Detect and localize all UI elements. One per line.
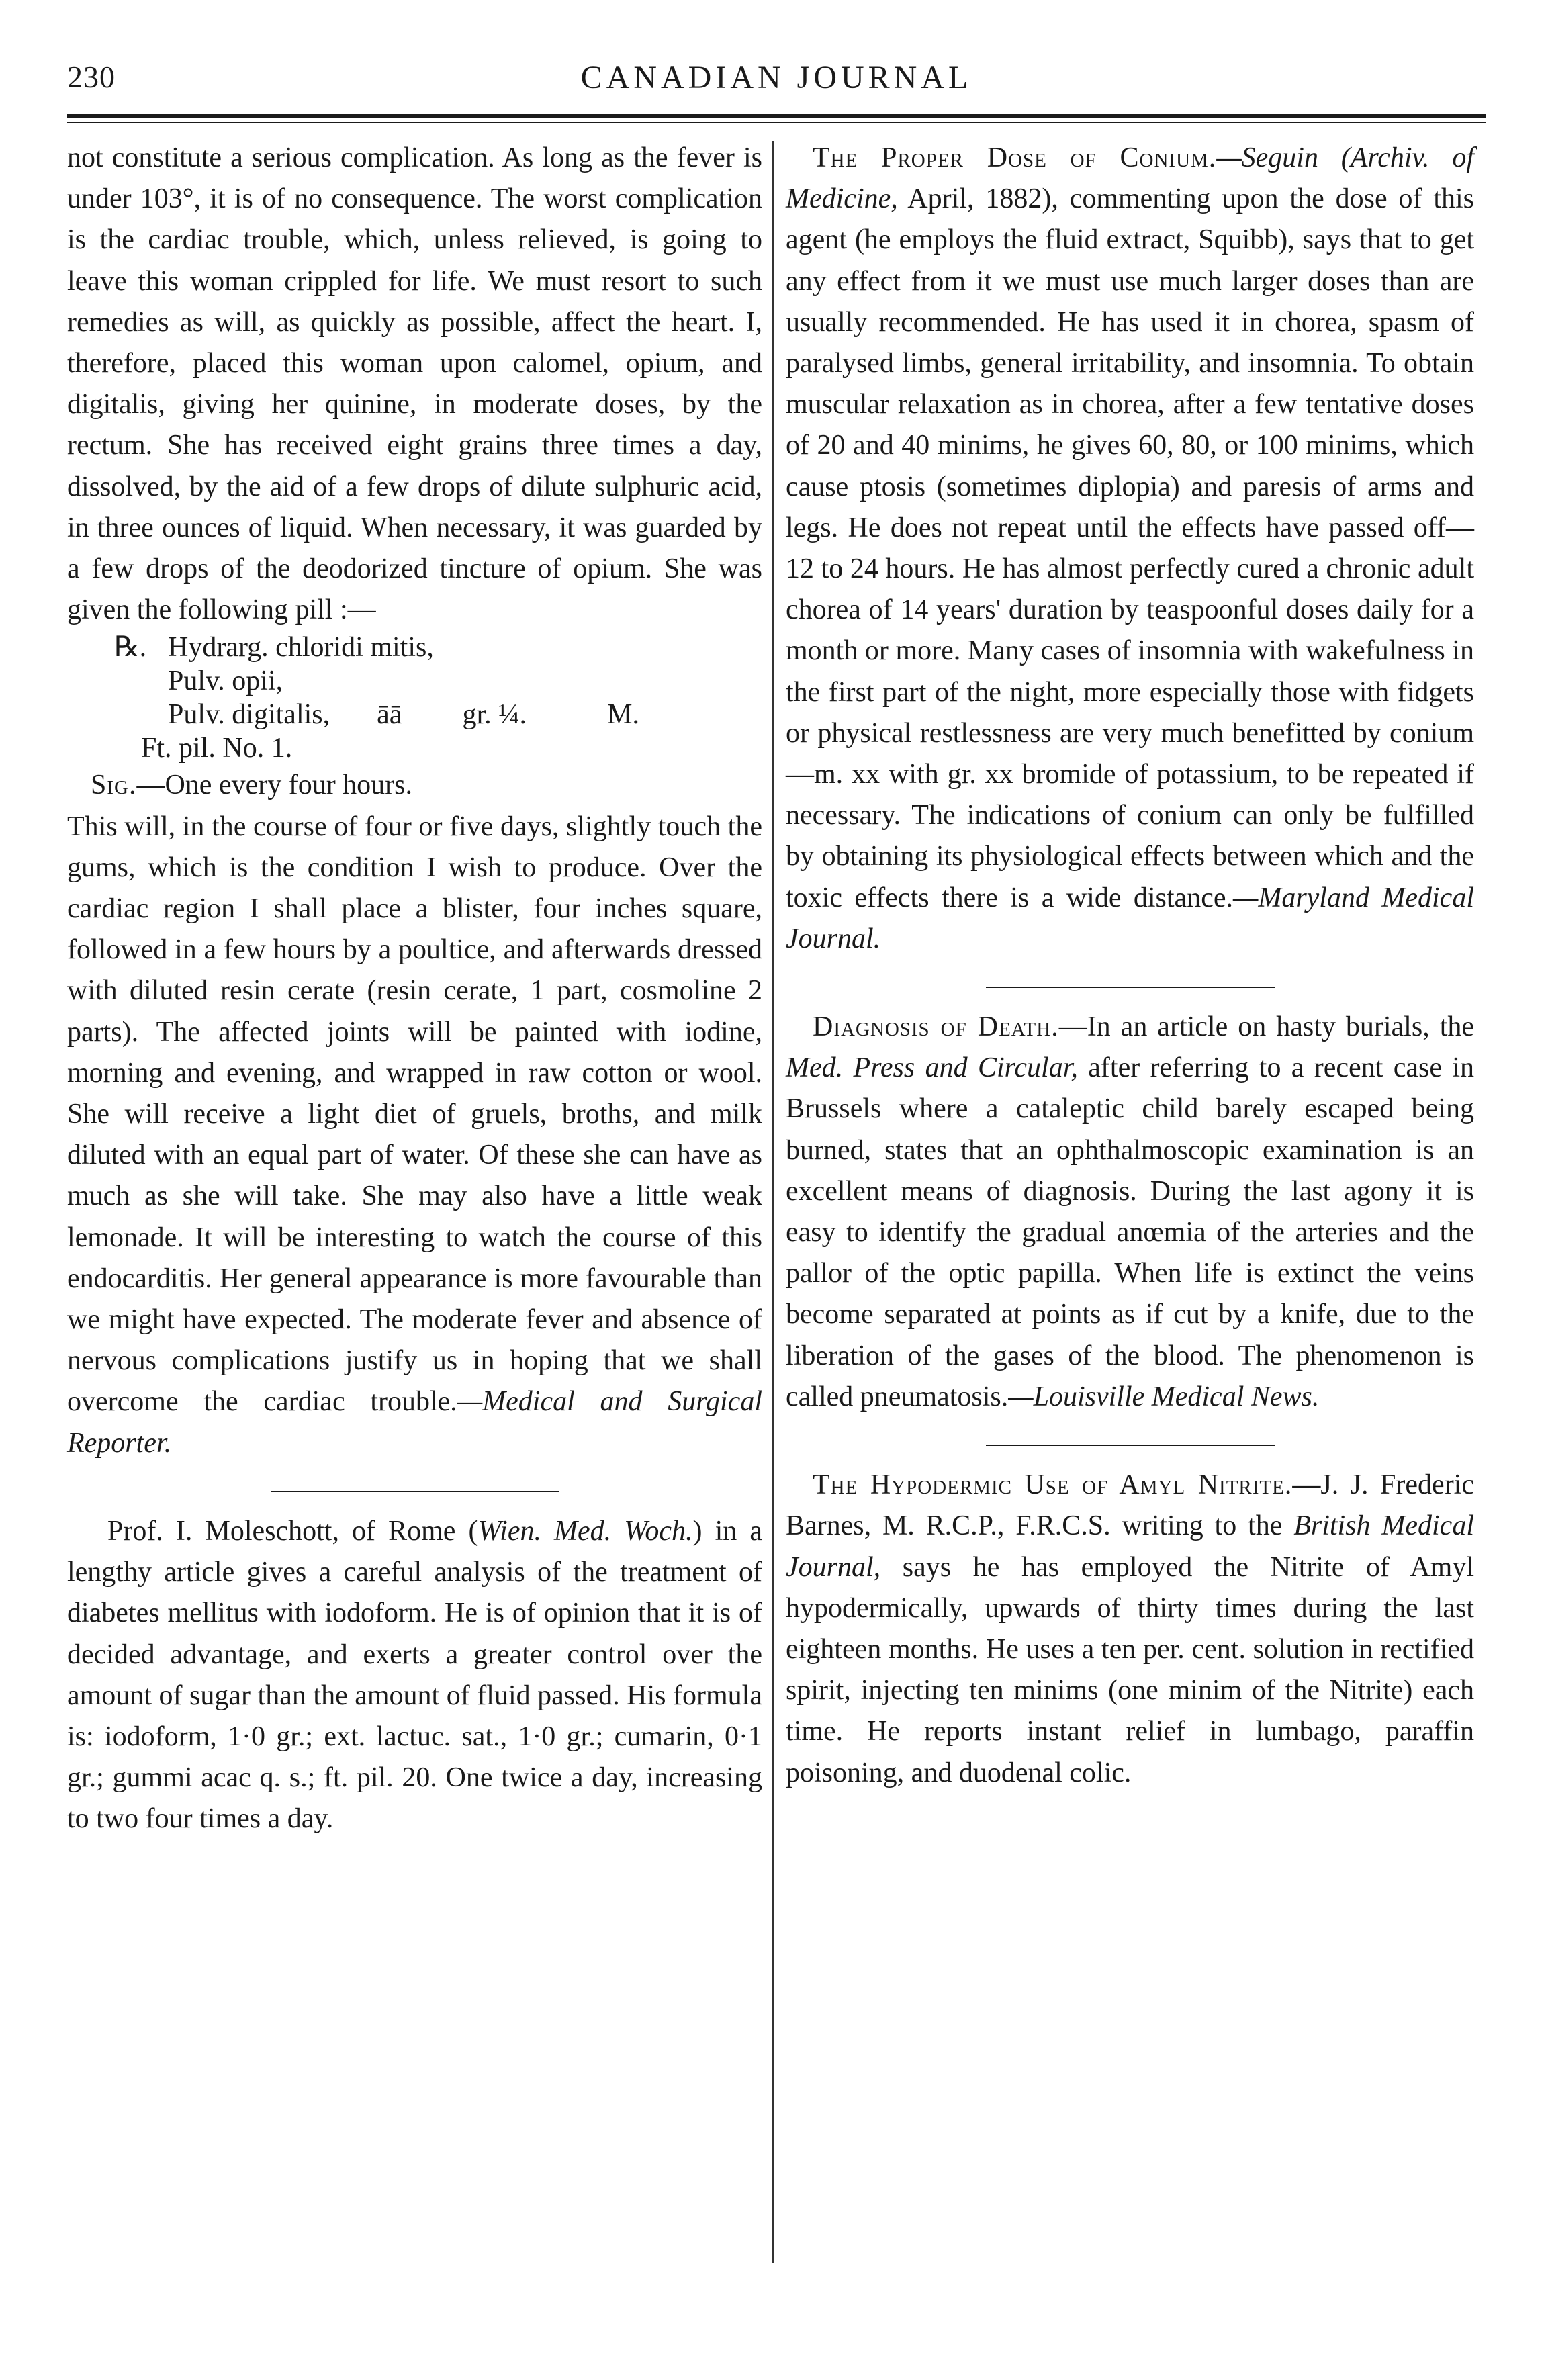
source-maryland-medical-journal: —Maryland Medical Journal. — [786, 882, 1474, 954]
rx-line-4: Ft. pil. No. 1. — [141, 733, 293, 764]
section-separator — [67, 1464, 762, 1511]
article-conium — [786, 138, 1474, 960]
source-louisville-medical-news: —Louisville Medical News. — [1008, 1381, 1320, 1412]
running-title: CANADIAN JOURNAL — [580, 60, 972, 95]
article-amyl-nitrite — [786, 1465, 1474, 1794]
page-header — [67, 59, 1486, 106]
section-separator — [786, 1418, 1474, 1465]
source-medical-surgical-reporter: —Medical and Surgical Reporter. — [67, 1386, 763, 1459]
rx-ana: āā — [377, 699, 402, 731]
prescription — [114, 631, 762, 765]
paragraph-continuation: not constitute a serious complication. As long as the fever is under 103°, it is of no consequence. The worst complication is the cardiac trouble, which, unless relieved, is going to leave this woman crippled for life. We must resort to such remedies as will, as quickly as possible, affect the heart. I, therefore, placed this woman upon calomel, opium, and digitalis, giving her quinine, in moderate doses, by the rectum. She has received eight grains three times a day, dissolved, by the aid of a few drops of dilute sulphuric acid, in three ounces of liquid. When necessary, it was guarded by a few drops of the deodorized tincture of opium. She was given the following pill :— — [67, 142, 762, 626]
paragraph-treatment — [67, 807, 762, 1464]
article-death-citation: Med. Press and Circular, — [786, 1052, 1078, 1084]
paragraph-moleschott — [67, 1511, 762, 1840]
article-amyl-citation: British Medical Journal, — [786, 1510, 1474, 1583]
right-column — [786, 138, 1474, 1794]
rx-symbol: ℞. — [114, 632, 147, 663]
moleschott-text-a: Prof. I. Moleschott, of Rome ( — [107, 1515, 478, 1547]
rx-ingredient-3: Pulv. digitalis, — [168, 699, 330, 731]
left-column — [67, 138, 762, 1840]
signa-label: Sig. — [91, 770, 137, 801]
column-divider — [772, 141, 774, 2263]
rx-line-3 — [114, 698, 762, 731]
signa-line — [91, 765, 762, 806]
article-amyl-text-a: —J. J. Frederic Barnes, M. R.C.P., F.R.C.S. writing to the — [786, 1469, 1474, 1542]
rx-line-1 — [114, 631, 762, 664]
article-death-text-b: after referring to a recent case in Brussels where a cataleptic child barely escaped being burned, states that an ophthalmoscopic examination is an excellent means of diagnosis. During the last agony it is easy to identify the gradual anœmia of the arteries and the pallor of the optic papilla. When life is extinct the veins become separated at points as if cut by a knife, due to the liberation of the gases of the blood. The phenomenon is called pneumatosis. — [786, 1052, 1475, 1412]
rx-ingredient-1: Hydrarg. chloridi mitis, — [168, 632, 434, 663]
treatment-text: This will, in the course of four or five days, slightly touch the gums, which is the condition I wish to produce. Over the cardiac region I shall place a blister, four inches square, followed in a few hours by a poultice, and afterwards dressed with diluted resin cerate (resin cerate, 1 part, cosmoline 2 parts). The affected joints will be painted with iodine, morning and evening, and wrapped in raw cotton or wool. She will receive a light diet of gruels, broths, and milk diluted with an equal part of water. Of these she can have as much as she will take. She may also have a little weak lemonade. It will be interesting to watch the course of this endocarditis. Her general appearance is more favourable than we might have expected. The moderate fever and absence of nervous complications justify us in hoping that we shall overcome the cardiac trouble. — [67, 811, 762, 1418]
article-conium-title: The Proper Dose of Conium. — [813, 142, 1217, 173]
article-conium-citation: —Seguin (Archiv. of Medicine, — [786, 142, 1474, 215]
moleschott-citation: Wien. Med. Woch. — [478, 1515, 693, 1547]
header-rule-thick — [67, 114, 1486, 118]
section-separator — [786, 960, 1474, 1007]
rx-misce: M. — [607, 699, 639, 731]
rx-line-2: Pulv. opii, — [168, 666, 283, 697]
rx-dose: gr. ¼. — [462, 699, 527, 731]
article-conium-text: April, 1882), commenting upon the dose of this agent (he employs the fluid extract, Squibb), says that to get any effect from it we must use much larger doses than are usually recommended. He has used it in chorea, spasm of paralysed limbs, general irritability, and insomnia. To obtain muscular relaxation as in chorea, after a few tentative doses of 20 and 40 minims, he gives 60, 80, or 100 minims, which cause ptosis (sometimes diplopia) and paresis of arms and legs. He does not repeat until the effects have passed off—12 to 24 hours. He has almost perfectly cured a chronic adult chorea of 14 years' duration by teaspoonful doses daily for a month or more. Many cases of insomnia with wakefulness in the first part of the night, more especially those with fidgets or physical restlessness are very much benefitted by conium—m. xx with gr. xx bromide of potassium, to be repeated if necessary. The indications of conium can only be fulfilled by obtaining its physiological effects between which and the toxic effects there is a wide distance. — [786, 183, 1474, 913]
page-number: 230 — [67, 60, 116, 94]
header-rule-thin — [67, 122, 1486, 123]
signa-text: —One every four hours. — [136, 770, 413, 801]
moleschott-text-b: ) in a lengthy article gives a careful analysis of the treatment of diabetes mellitus with iodoform. He is of opinion that it is of decided advantage, and exerts a greater control over the amount of sugar than the amount of fluid passed. His formula is: iodoform, 1·0 gr.; ext. lactuc. sat., 1·0 gr.; cumarin, 0·1 gr.; gummi acac q. s.; ft. pil. 20. One twice a day, increasing to two four times a day. — [67, 1515, 763, 1835]
article-death-text-a: —In an article on hasty burials, the — [1058, 1011, 1474, 1043]
article-death — [786, 1007, 1474, 1418]
article-death-title: Diagnosis of Death. — [813, 1011, 1059, 1043]
article-amyl-title: The Hypodermic Use of Amyl Nitrite. — [813, 1469, 1293, 1501]
article-amyl-text-b: says he has employed the Nitrite of Amyl hypodermically, upwards of thirty times during the last eighteen months. He uses a ten per. cent. solution in rectified spirit, injecting ten minims (one minim of the Nitrite) each time. He reports instant relief in lumbago, paraffin poisoning, and duodenal colic. — [786, 1551, 1474, 1788]
